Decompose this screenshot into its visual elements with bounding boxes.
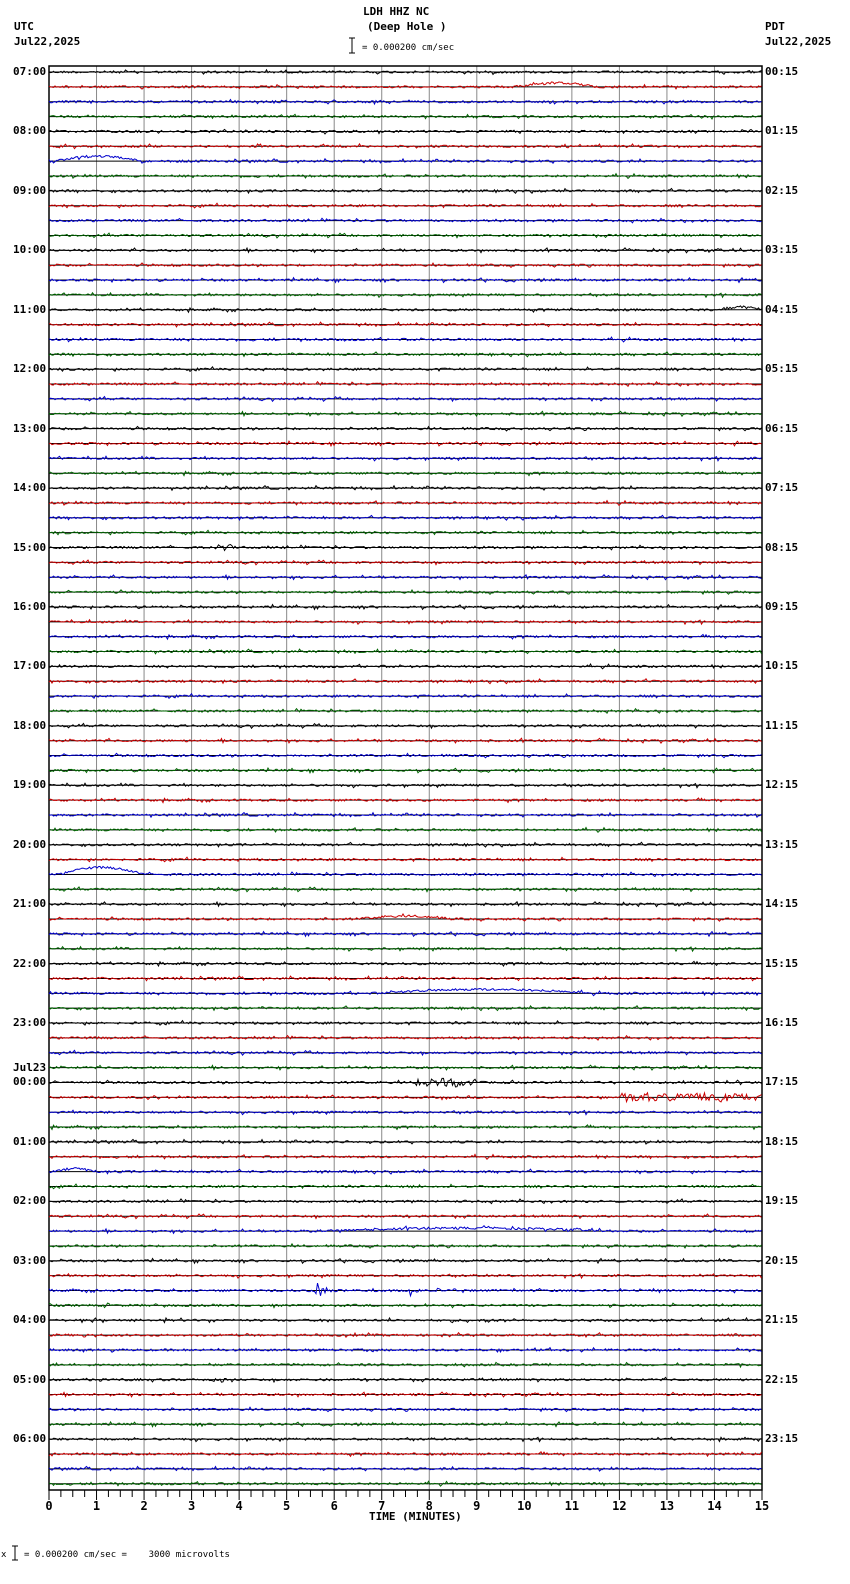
seismic-trace [49, 382, 762, 387]
seismic-trace [49, 82, 762, 89]
utc-hour-label: 09:00 [13, 183, 47, 197]
seismic-trace [49, 1274, 762, 1278]
pdt-hour-label: 15:15 [765, 956, 799, 970]
seismic-trace [49, 1452, 762, 1457]
seismic-trace [49, 1283, 762, 1296]
pdt-hour-label: 09:15 [765, 599, 799, 613]
seismic-trace [49, 411, 762, 416]
utc-hour-label: 16:00 [13, 599, 47, 613]
utc-hour-label: 19:00 [13, 778, 47, 792]
seismic-trace [49, 263, 762, 267]
seismic-trace [49, 486, 762, 491]
pdt-hour-label: 22:15 [765, 1372, 799, 1386]
seismic-trace [49, 1392, 762, 1397]
left-timezone: UTC [14, 20, 34, 33]
seismic-trace [49, 367, 762, 372]
seismic-trace [49, 218, 762, 223]
seismic-trace [49, 1036, 762, 1041]
seismic-trace [49, 866, 762, 876]
seismic-trace [49, 1050, 762, 1055]
seismic-trace [49, 783, 762, 788]
utc-hour-label: 21:00 [13, 897, 47, 911]
x-tick-label: 10 [517, 1499, 532, 1513]
left-date: Jul22,2025 [14, 35, 81, 48]
pdt-hour-label: 14:15 [765, 897, 799, 911]
x-tick-label: 12 [612, 1499, 627, 1513]
right-timezone: PDT [765, 20, 785, 33]
seismic-trace [49, 914, 762, 921]
utc-hour-label: 08:00 [13, 124, 47, 138]
seismic-trace [49, 798, 762, 803]
utc-hour-label: 02:00 [13, 1194, 47, 1208]
x-tick-label: 7 [378, 1499, 386, 1513]
pdt-hour-label: 00:15 [765, 65, 799, 78]
seismic-trace [49, 1244, 762, 1248]
x-tick-label: 5 [283, 1499, 291, 1513]
seismic-trace [49, 189, 762, 194]
seismic-trace [49, 842, 762, 847]
seismic-trace [49, 501, 762, 506]
seismic-trace [49, 1226, 762, 1234]
utc-hour-label: 03:00 [13, 1253, 47, 1267]
seismic-trace [49, 545, 762, 551]
x-tick-label: 8 [425, 1499, 433, 1513]
utc-hour-label: 13:00 [13, 421, 47, 435]
pdt-hour-label: 04:15 [765, 302, 799, 316]
x-tick-label: 9 [473, 1499, 481, 1513]
scale-label: = 0.000200 cm/sec [362, 43, 455, 53]
utc-hour-label: 00:00 [13, 1075, 47, 1089]
seismic-trace [49, 560, 762, 565]
seismic-trace [49, 857, 762, 862]
utc-hour-label: 06:00 [13, 1432, 47, 1446]
station-subtitle: (Deep Hole ) [367, 20, 447, 33]
utc-hour-label: 10:00 [13, 243, 47, 257]
x-tick-label: 1 [92, 1499, 101, 1513]
pdt-hour-label: 01:15 [765, 124, 799, 138]
seismic-trace [49, 1259, 762, 1264]
pdt-hour-label: 06:15 [765, 421, 799, 435]
seismic-trace [49, 129, 762, 134]
seismic-trace [49, 248, 762, 253]
seismic-trace [49, 306, 762, 312]
footer-scale-label: = 0.000200 cm/sec = 3000 microvolts [24, 1550, 230, 1560]
pdt-hour-label: 02:15 [765, 183, 799, 197]
x-tick-label: 15 [754, 1499, 770, 1513]
seismic-trace [49, 1065, 762, 1070]
x-tick-label: 13 [659, 1499, 675, 1513]
utc-hour-label: 20:00 [13, 837, 47, 851]
seismic-trace [49, 144, 762, 149]
pdt-hour-label: 05:15 [765, 362, 799, 376]
utc-hour-label: 14:00 [13, 481, 47, 495]
pdt-hour-label: 20:15 [765, 1253, 799, 1267]
pdt-hour-label: 19:15 [765, 1194, 799, 1208]
right-date: Jul22,2025 [765, 35, 832, 48]
pdt-hour-label: 10:15 [765, 659, 799, 673]
seismic-trace [49, 322, 762, 327]
pdt-hour-label: 08:15 [765, 540, 799, 554]
utc-hour-label: 17:00 [13, 659, 47, 673]
pdt-hour-label: 17:15 [765, 1075, 799, 1089]
utc-hour-label: 04:00 [13, 1313, 47, 1327]
pdt-hour-label: 18:15 [765, 1134, 799, 1148]
seismic-trace [49, 828, 762, 833]
utc-hour-label: 15:00 [13, 540, 47, 554]
x-axis-title: TIME (MINUTES) [369, 1510, 462, 1523]
seismic-trace [49, 397, 762, 402]
seismic-trace [49, 620, 762, 624]
x-tick-label: 4 [235, 1499, 243, 1513]
seismic-trace [49, 1078, 762, 1087]
x-tick-label: 2 [140, 1499, 148, 1513]
utc-hour-label: 22:00 [13, 956, 47, 970]
utc-hour-label: 18:00 [13, 718, 47, 732]
date-change-label: Jul23 [13, 1061, 47, 1075]
seismic-trace [49, 1377, 762, 1382]
pdt-hour-label: 07:15 [765, 481, 799, 495]
pdt-hour-label: 13:15 [765, 837, 799, 851]
pdt-hour-label: 23:15 [765, 1432, 799, 1446]
x-tick-label: 11 [564, 1499, 580, 1513]
pdt-hour-label: 03:15 [765, 243, 799, 257]
utc-hour-label: 01:00 [13, 1134, 47, 1148]
pdt-hour-label: 21:15 [765, 1313, 799, 1327]
seismic-trace [49, 1168, 762, 1174]
x-tick-label: 3 [187, 1499, 196, 1513]
pdt-hour-label: 16:15 [765, 1016, 799, 1030]
seismic-trace [49, 989, 762, 996]
utc-hour-label: 07:00 [13, 65, 47, 78]
seismic-trace [49, 1362, 762, 1367]
utc-hour-label: 23:00 [13, 1016, 47, 1030]
pdt-hour-label: 11:15 [765, 718, 799, 732]
x-tick-label: 0 [45, 1499, 53, 1513]
footer-prefix: x [1, 1550, 7, 1560]
utc-hour-label: 11:00 [13, 302, 47, 316]
seismic-trace [49, 456, 762, 461]
x-tick-label: 14 [707, 1499, 722, 1513]
utc-hour-label: 05:00 [13, 1372, 47, 1386]
utc-hour-label: 12:00 [13, 362, 47, 376]
station-title: LDH HHZ NC [363, 5, 430, 18]
pdt-hour-label: 12:15 [765, 778, 799, 792]
seismic-trace [49, 664, 762, 669]
seismic-trace [49, 156, 762, 164]
x-tick-label: 6 [330, 1499, 338, 1513]
